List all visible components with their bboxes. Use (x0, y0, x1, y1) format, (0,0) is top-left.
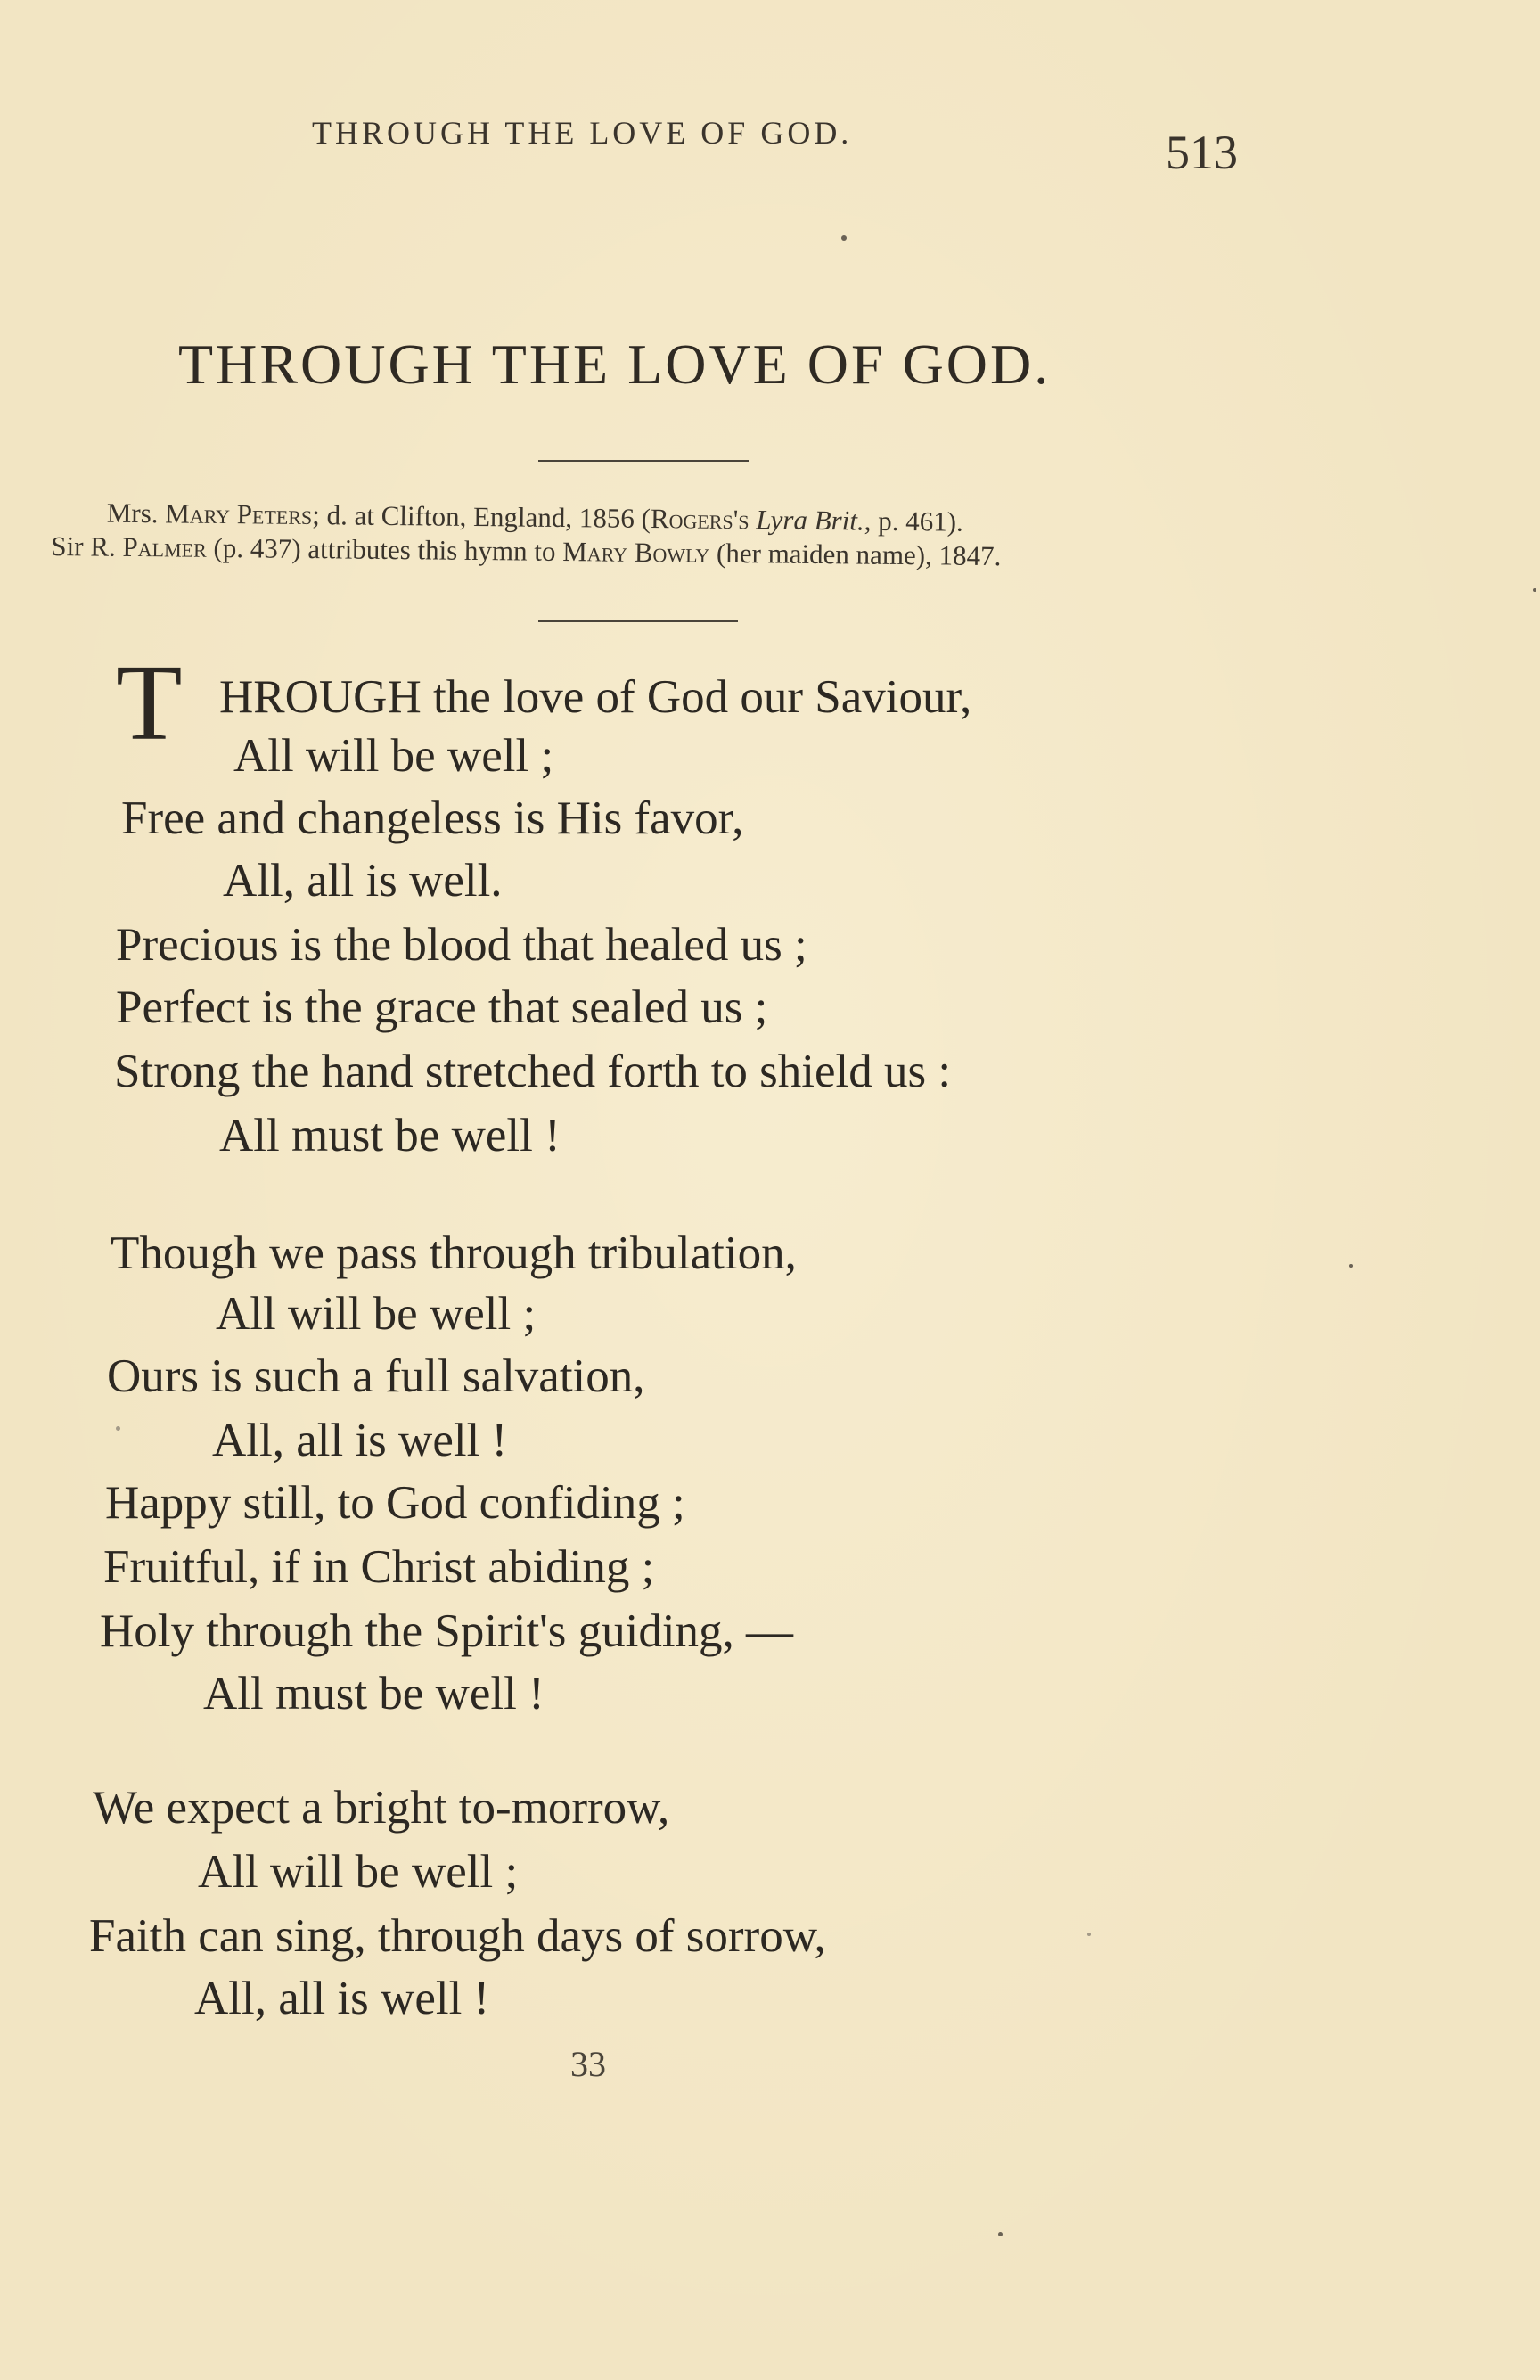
running-head: THROUGH THE LOVE OF GOD. (312, 115, 853, 151)
hymn-title: THROUGH THE LOVE OF GOD. (178, 332, 1052, 396)
verse-line: HROUGH the love of God our Saviour, (219, 671, 972, 723)
verse-line: All will be well ; (216, 1288, 537, 1340)
signature-mark: 33 (570, 2044, 606, 2084)
verse-line: Ours is such a full salvation, (107, 1350, 645, 1402)
verse-line: All will be well ; (233, 730, 554, 782)
verse-line: Though we pass through tribulation, (111, 1227, 797, 1279)
attribution-line-2: Sir R. Palmer (p. 437) attributes this hymn to Mary Bowly (her maiden name), 1847. (51, 529, 1002, 572)
verse-line: All must be well ! (219, 1110, 561, 1161)
verse-line: All, all is well. (223, 855, 503, 907)
verse-line: All, all is well ! (194, 1973, 490, 2024)
maiden-name: Mary Bowly (562, 536, 710, 569)
author-name: Mary Peters (165, 497, 313, 531)
source-name: Rogers's (650, 503, 750, 536)
verse-line: All must be well ! (203, 1668, 545, 1719)
verse-line: All, all is well ! (212, 1415, 508, 1466)
paper-speck (841, 235, 847, 241)
attribution-line-1: Mrs. Mary Peters; d. at Clifton, England, 1856 (Rogers's Lyra Brit., p. 461). (106, 497, 963, 538)
verse-line: Holy through the Spirit's guiding, — (100, 1605, 794, 1657)
verse-line: All will be well ; (198, 1846, 519, 1898)
drop-cap: T (116, 643, 183, 763)
paper-speck (1349, 1264, 1353, 1268)
verse-line: Happy still, to God confiding ; (105, 1477, 685, 1529)
verse-line: Perfect is the grace that sealed us ; (116, 981, 768, 1033)
paper-speck (998, 2232, 1003, 2236)
verse-line: Faith can sing, through days of sorrow, (89, 1910, 826, 1962)
paper-speck (1087, 1933, 1091, 1936)
verse-line: Free and changeless is His favor, (121, 792, 744, 844)
page-number: 513 (1166, 126, 1238, 179)
verse-line: Precious is the blood that healed us ; (116, 919, 807, 971)
verse-line: We expect a bright to-morrow, (93, 1782, 670, 1834)
verse-line: Fruitful, if in Christ abiding ; (103, 1541, 655, 1593)
paper-speck (116, 1426, 120, 1431)
editor-name: R. Palmer (90, 530, 207, 563)
verse-line: Strong the hand stretched forth to shield us : (114, 1046, 952, 1097)
paper-speck (1533, 588, 1536, 592)
source-title: Lyra Brit. (756, 504, 864, 537)
